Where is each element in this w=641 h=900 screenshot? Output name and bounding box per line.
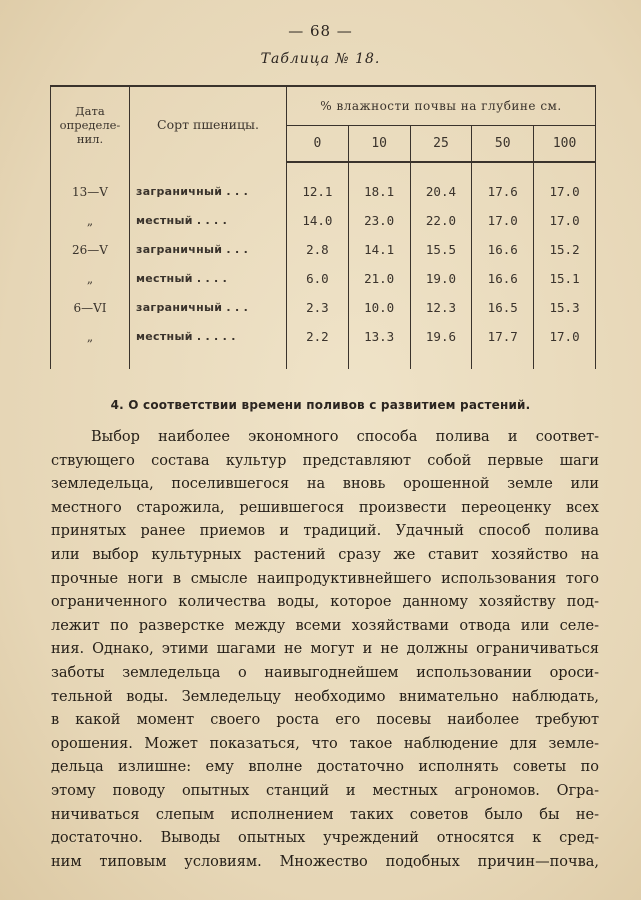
section-heading: 4. О соответствии времени поливов с развитием растений. [110,398,531,412]
row-value: 17.0 [534,177,596,206]
row-value: 2.8 [287,235,349,264]
text-line: ограниченного количества воды, которое данному хозяйству под- [51,594,599,611]
text-line: лежит по разверстке между всеми хозяйствами отвода или селе- [51,617,599,634]
header-depth: 10 [348,126,410,163]
row-date: 6—VI [51,293,130,322]
table-row [51,264,596,293]
row-date: 26—V [51,235,130,264]
table-row [51,177,596,206]
table-row [51,235,596,264]
text-line: принятых ранее приемов и традиций. Удачный способ полива [51,523,599,540]
text-line: этому поводу опытных станций и местных агрономов. Огра- [51,782,599,799]
row-value: 20.4 [410,177,472,206]
row-date: „ [51,322,130,351]
text-line: ствующего состава культур представляют собой первые шаги [51,452,599,469]
row-value: 10.0 [348,293,410,322]
row-value: 6.0 [287,264,349,293]
header-date: Дата определе- нил. [51,86,130,162]
row-value: 15.1 [534,264,596,293]
text-line: заботы земледельца о наивыгоднейшем использовании ороси- [51,664,599,681]
header-depth: 50 [472,126,534,163]
row-value: 17.0 [534,206,596,235]
row-value: 17.0 [472,206,534,235]
header-depth: 100 [534,126,596,163]
row-value: 19.0 [410,264,472,293]
header-sort: Сорт пшеницы. [130,86,287,162]
row-value: 15.3 [534,293,596,322]
header-moisture: % влажности почвы на глубине см. [287,86,596,126]
table-caption: Таблица № 18. [260,51,381,67]
row-value: 17.6 [472,177,534,206]
row-value: 22.0 [410,206,472,235]
text-line: ния. Однако, этими шагами не могут и не должны ограничиваться [51,641,599,658]
row-value: 12.3 [410,293,472,322]
row-sort: местный . . . . [130,264,287,293]
row-date: 13—V [51,177,130,206]
row-value: 15.2 [534,235,596,264]
row-sort: местный . . . . [130,206,287,235]
table-row [51,206,596,235]
text-line: земледельца, поселившегося на вновь орошенной земле или [51,476,599,493]
row-value: 2.2 [287,322,349,351]
text-line: Выбор наиболее экономного способа полива и соответ- [91,429,599,445]
body-text [51,426,599,874]
table-row [51,293,596,322]
table-row [51,322,596,351]
row-value: 16.6 [472,235,534,264]
row-sort: заграничный . . . [130,235,287,264]
text-line: в какой момент своего роста его посевы наиболее требуют [51,712,599,729]
row-sort: местный . . . . . [130,322,287,351]
row-sort: заграничный . . . [130,177,287,206]
row-value: 17.0 [534,322,596,351]
text-line: местного старожила, решившегося произвести переоценку всех [51,499,599,516]
row-value: 14.1 [348,235,410,264]
row-date: „ [51,206,130,235]
text-line: прочные ноги в смысле наипродуктивнейшего использования того [51,570,599,587]
row-sort: заграничный . . . [130,293,287,322]
soil-moisture-table [50,85,596,369]
row-value: 23.0 [348,206,410,235]
text-line: ничиваться слепым исполнением таких советов было бы не- [51,806,599,823]
row-value: 12.1 [287,177,349,206]
row-value: 21.0 [348,264,410,293]
page-number: — 68 — [288,22,353,40]
text-line: тельной воды. Земледельцу необходимо внимательно наблюдать, [51,688,599,705]
row-value: 17.7 [472,322,534,351]
row-value: 18.1 [348,177,410,206]
text-line: достаточно. Выводы опытных учреждений относятся к сред- [51,830,599,847]
header-depth: 25 [410,126,472,163]
row-value: 2.3 [287,293,349,322]
text-line: или выбор культурных растений сразу же ставит хозяйство на [51,546,599,563]
row-value: 14.0 [287,206,349,235]
row-value: 13.3 [348,322,410,351]
text-line: орошения. Может показаться, что такое наблюдение для земле- [51,735,599,752]
row-value: 19.6 [410,322,472,351]
row-date: „ [51,264,130,293]
row-value: 16.5 [472,293,534,322]
row-value: 15.5 [410,235,472,264]
text-line: ним типовым условиям. Множество подобных причин—почва, [51,853,599,870]
text-line: дельца излишне: ему вполне достаточно исполнять советы по [51,759,599,776]
row-value: 16.6 [472,264,534,293]
header-depth: 0 [287,126,349,163]
